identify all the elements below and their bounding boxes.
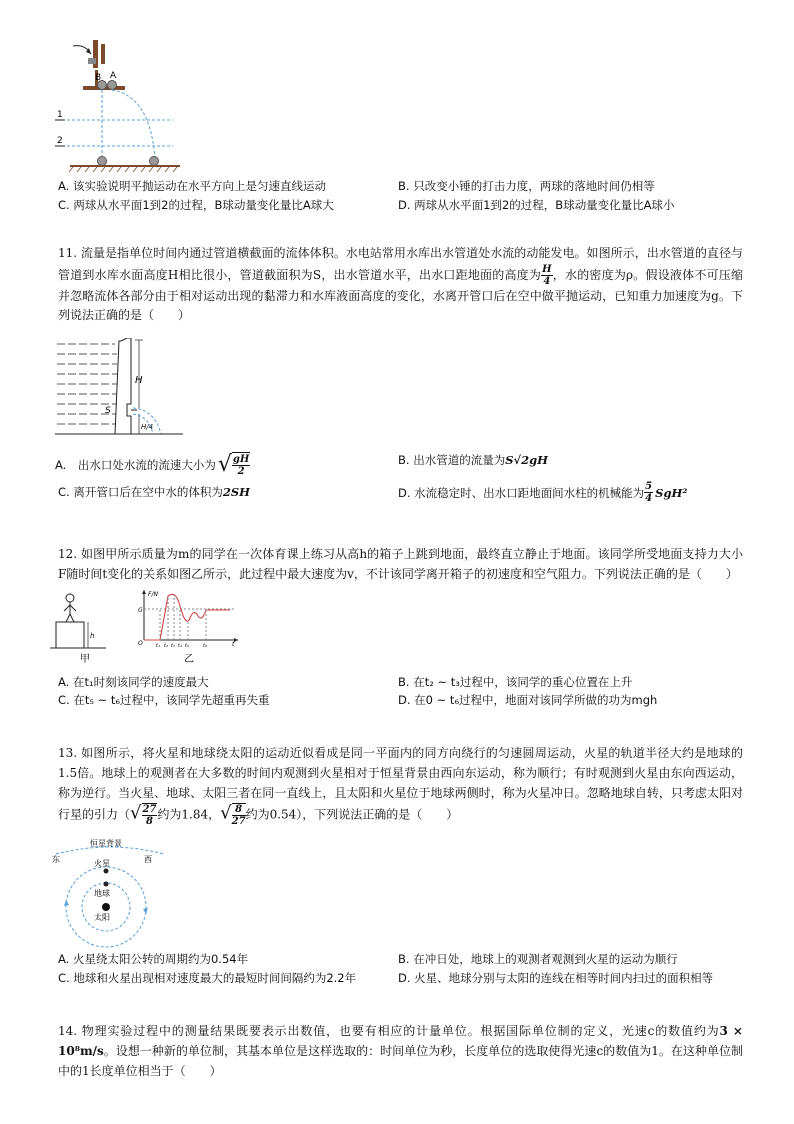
label-jia: 甲: [80, 654, 90, 664]
q11-d-frac: [644, 481, 653, 504]
label-g: G: [138, 607, 143, 614]
label-h-quarter: H/4: [141, 423, 154, 431]
x-axis-arrow: [234, 638, 238, 642]
earth-dot: [104, 882, 109, 887]
label-mars: 火星: [94, 859, 110, 868]
q13-root2-den: 27: [231, 816, 246, 827]
label-level-1: 1: [57, 110, 63, 120]
q11-stem-part1: 11. 流量是指单位时间内通过管道横截面的流体体积。水电站常用水库出水管道处水流的动能发电。如图所示，出水管道的直径与管道到水库水面高度H相比很小，管道截面积为S，出水管道水平，出水口距地面的高度为: [58, 246, 743, 282]
q13-root2: [232, 803, 246, 827]
label-yi: 乙: [184, 654, 194, 665]
q12-stem: 12. 如图甲所示质量为m的同学在一次体育课上练习从高h的箱子上跳到地面，最终直立静止于地面。该同学所受地面支持力大小F随时间t变化的关系如图乙所示，此过程中最大速度为v，不计该同学离开箱子的初速度和空气阻力。下列说法正确的是（ ）: [58, 547, 743, 581]
force-curve: [144, 594, 230, 640]
person-head: [66, 594, 74, 602]
label-east: 东: [52, 855, 60, 864]
label-t4: t₄: [178, 643, 182, 649]
q10-option-c[interactable]: C. 两球从水平面1到2的过程，B球动量变化量比A球大: [58, 198, 334, 212]
q12-figure-jia: [50, 592, 130, 664]
label-t5: t₅: [185, 643, 189, 649]
label-b: B: [95, 73, 102, 83]
sqrt-icon: √: [130, 802, 142, 824]
q13-root1-den: 8: [145, 816, 153, 827]
q12-option-b[interactable]: B. 在t₂ ~ t₃过程中，该同学的重心位置在上升: [398, 675, 633, 689]
q11-stem-part2: ，水的密度为ρ。假设液体不可压缩并忽略流体各部分由于相对运动出现的黏滞力和水库液面高度的变化，水离开管口后在空中做平抛运动，已知重力加速度为g。下列说法正确的是（ ）: [58, 267, 743, 322]
q13-option-a[interactable]: A. 火星绕太阳公转的周期约为0.54年: [58, 952, 249, 966]
q11-option-c[interactable]: [58, 484, 250, 500]
star-background-arc: [56, 847, 164, 854]
label-fn: F/N: [148, 591, 158, 598]
q11-option-c-text: C. 离开管口后在空中水的体积为: [58, 485, 223, 499]
q11-d-den: 4: [645, 493, 653, 504]
q12-figure-yi: [134, 588, 244, 666]
q11-stem: [58, 244, 743, 326]
q12-option-a[interactable]: A. 在t₁时刻该同学的速度最大: [58, 675, 209, 689]
stand-post: [101, 44, 105, 64]
q11-option-a[interactable]: [55, 452, 250, 477]
q13-root1: [142, 803, 158, 827]
q11-option-b-text: B. 出水管道的流量为: [398, 453, 506, 467]
person-arm-right: [70, 605, 76, 611]
orbit-direction-arrow-right: [143, 908, 148, 914]
mars-dot: [104, 869, 109, 874]
sqrt-icon: √: [217, 452, 232, 477]
q11-d-expr: SgH²: [655, 485, 688, 500]
q10-figure: [55, 36, 195, 181]
q11-frac-num: H: [542, 263, 552, 275]
q11-option-d-text: D. 水流稳定时、出水口距地面间水柱的机械能为: [398, 485, 645, 500]
q13-stem-part2: 约为0.54），下列说法正确的是（ ）: [245, 807, 459, 822]
q12-option-c[interactable]: C. 在t₅ ~ t₆过程中，该同学先超重再失重: [58, 693, 270, 707]
label-t6: t₆: [203, 643, 207, 649]
q13-option-c[interactable]: C. 地球和火星出现相对速度最大的最短时间间隔约为2.2年: [58, 971, 357, 985]
q11-option-b-expr: S√2gH: [505, 453, 548, 467]
q13-figure: [50, 834, 170, 954]
label-h: h: [90, 632, 95, 640]
q11-option-b[interactable]: [398, 452, 548, 468]
q10-option-d[interactable]: D. 两球从水平面1到2的过程，B球动量变化量比A球小: [398, 198, 675, 212]
box: [56, 622, 84, 648]
q11-fraction: [541, 264, 552, 287]
label-s: S: [105, 406, 111, 416]
ground-hatch: [69, 167, 177, 172]
person-leg-right: [70, 614, 74, 622]
q11-option-a-text: A. 出水口处水流的流速大小为: [55, 457, 216, 472]
q10-option-a[interactable]: A. 该实验说明平抛运动在水平方向上是匀速直线运动: [58, 179, 326, 193]
sun-dot: [102, 903, 110, 911]
dam: [115, 338, 131, 434]
person-leg-left: [66, 614, 70, 622]
q14-stem: [58, 1021, 743, 1081]
label-earth: 地球: [94, 889, 110, 898]
label-west: 西: [144, 855, 152, 864]
person-arm-left: [64, 605, 70, 611]
q14-stem-part1: 14. 物理实验过程中的测量结果既要表示出数值，也要有相应的计量单位。根据国际单位制的定义，光速c的数值约为: [58, 1024, 720, 1038]
label-star-background: 恒星背景: [90, 839, 122, 848]
q11-option-c-expr: 2SH: [222, 485, 251, 499]
q11-d-num: 5: [645, 481, 653, 492]
q11-a-radicand: [232, 452, 250, 477]
q13-option-d[interactable]: D. 火星、地球分别与太阳的连线在相等时间内扫过的面积相等: [398, 971, 714, 985]
q14-speed: 3 × 10⁸m/s: [58, 1024, 743, 1058]
label-level-2: 2: [57, 136, 63, 146]
q13-option-b[interactable]: B. 在冲日处，地球上的观测者观测到火星的运动为顺行: [398, 952, 678, 966]
q13-mid: 约为1.84，: [157, 807, 221, 822]
q11-a-den: 2: [237, 466, 245, 477]
parabola-path: [112, 90, 155, 158]
q13-root2-num: 8: [232, 804, 246, 816]
q13-stem-part1: 13. 如图所示，将火星和地球绕太阳的运动近似看成是同一平面内的同方向绕行的匀速圆周运动，火星的轨道半径大约是地球的1.5倍。地球上的观测者在大多数的时间内观测到火星相对于恒星背景由西向东运动，称为顺行；有时观测到火星由东向西运动，称为逆行。当火星、地球、太阳三者在同一直线上，且太阳和火星位于地球两侧时，称为火星冲日。忽略地球自转，只考虑太阳对行星的引力（: [58, 746, 743, 822]
hammer-head: [88, 58, 96, 64]
orbit-direction-arrow-left: [64, 900, 69, 906]
sqrt-icon: √: [220, 802, 232, 824]
ball-a: [108, 81, 117, 90]
label-h: H: [135, 375, 143, 386]
q13-root1-num: 27: [142, 804, 157, 815]
q11-option-d[interactable]: [398, 481, 687, 504]
label-t1: t₁: [156, 643, 160, 649]
q13-stem: [58, 743, 743, 827]
label-a: A: [110, 71, 117, 81]
label-sun: 太阳: [94, 913, 110, 922]
q11-figure: [55, 338, 185, 440]
q14-stem-part2: 。设想一种新的单位制，其基本单位是这样选取的：时间单位为秒，长度单位的选取使得光速c的数值为1。在这种单位制中的1长度单位相当于（ ）: [58, 1044, 743, 1078]
label-t3: t₃: [171, 643, 175, 649]
q11-frac-den: 4: [543, 275, 551, 287]
label-t2: t₂: [164, 643, 168, 649]
q12-option-d[interactable]: D. 在0 ~ t₆过程中，地面对该同学所做的功为mgh: [398, 693, 658, 707]
y-axis-arrow: [142, 590, 146, 594]
label-t: t: [232, 641, 235, 648]
label-o: O: [138, 640, 143, 647]
ball-b-landed: [98, 157, 107, 166]
ball-a-landed: [150, 157, 159, 166]
q11-a-num: gH: [232, 454, 250, 465]
q10-option-b[interactable]: B. 只改变小锤的打击力度，两球的落地时间仍相等: [398, 179, 655, 193]
